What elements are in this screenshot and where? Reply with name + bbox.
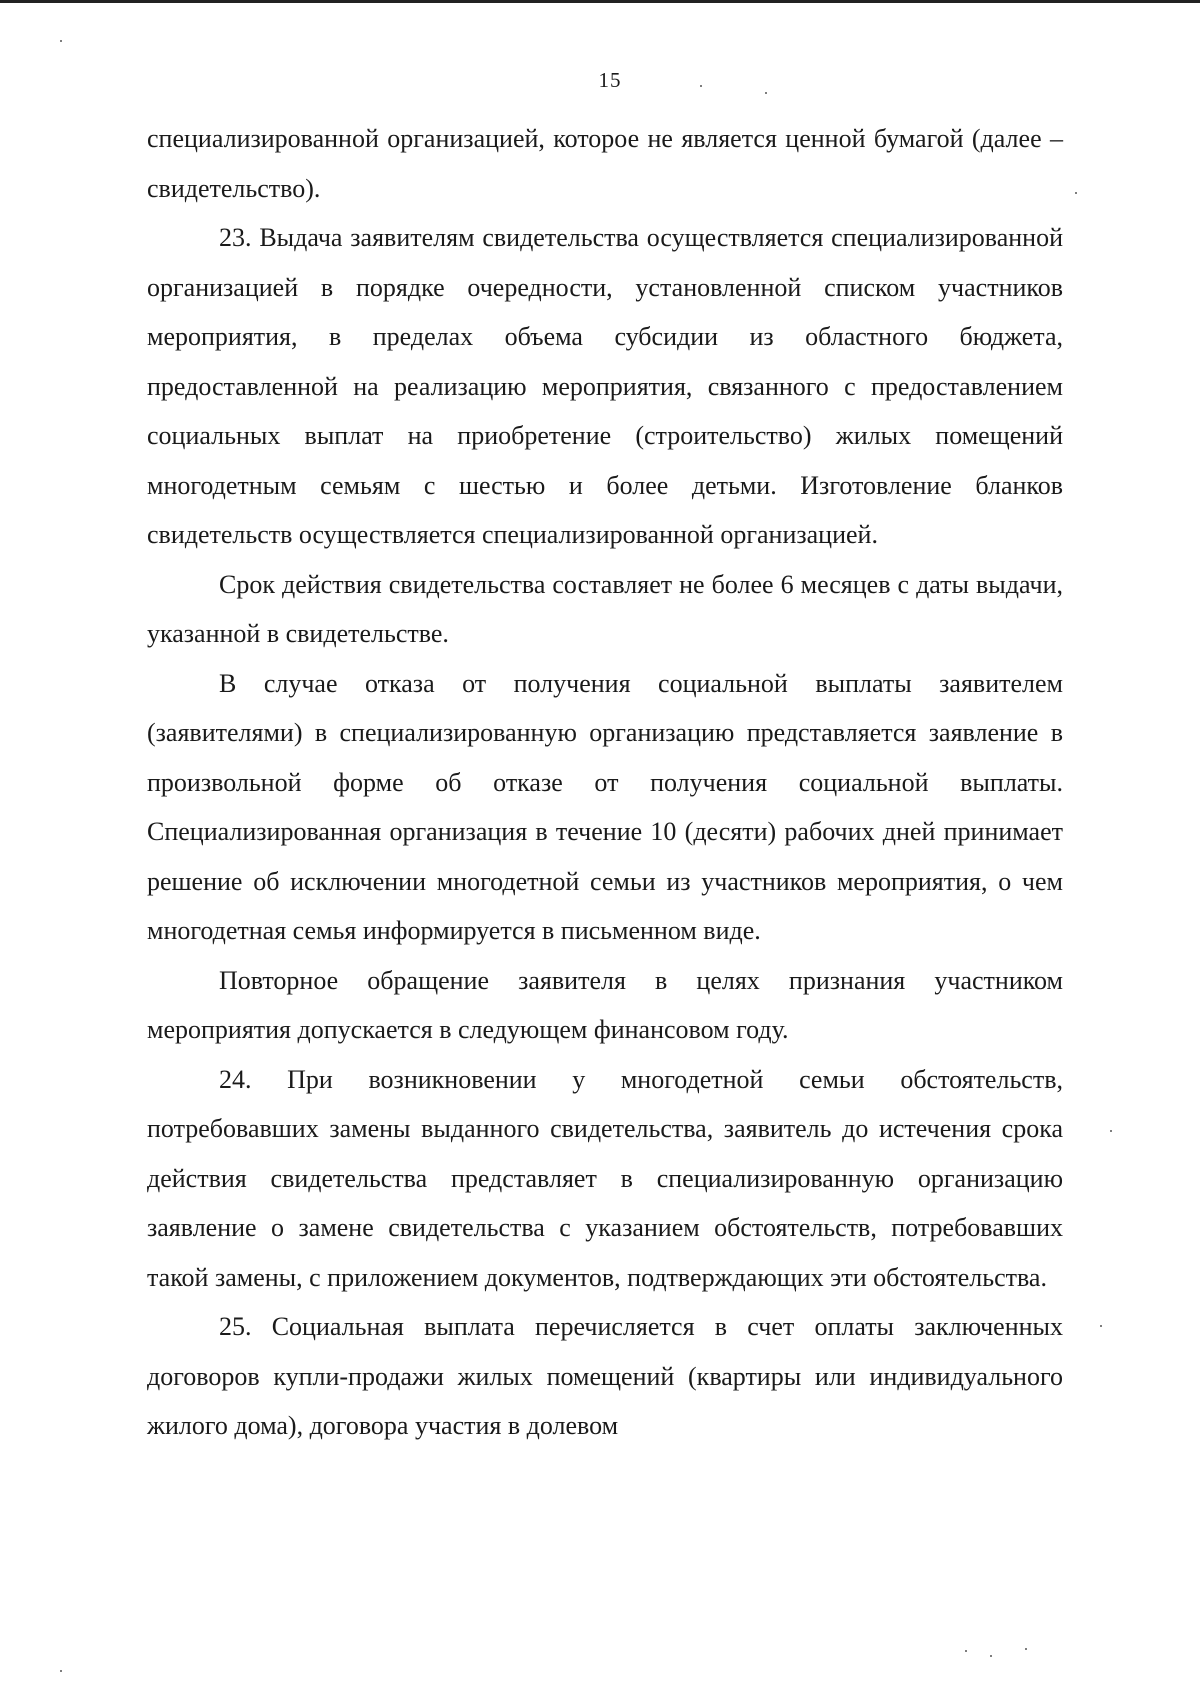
scan-speck [990,1655,992,1657]
scan-speck [700,85,702,87]
paragraph-refusal: В случае отказа от получения социальной выплаты заявителем (заявителями) в специализированную организацию представляется заявление в произвольной форме об отказе от получения социальной выплаты. Специализированная организация в течение 10 (десяти) рабочих дней принимает решение об исключении многодетной семьи из участников мероприятия, о чем многодетная семья информируется в письменном виде. [147,668,1063,945]
paragraph-validity-period: Срок действия свидетельства составляет не более 6 месяцев с даты выдачи, указанной в свидетельстве. [147,569,1063,648]
scan-speck [1075,192,1077,194]
scan-speck [965,1650,967,1652]
page-number: 15 [598,68,622,92]
scan-speck [1100,1325,1102,1327]
top-border-line [0,0,1200,3]
scan-speck [60,40,62,42]
document-body [147,114,1063,1451]
paragraph-clause-25: 25. Социальная выплата перечисляется в счет оплаты заключенных договоров купли-продажи жилых помещений (квартиры или индивидуального жилого дома), договора участия в долевом [147,1312,1063,1440]
paragraph-reapplication: Повторное обращение заявителя в целях признания участником мероприятия допускается в следующем финансовом году. [147,965,1063,1044]
scan-speck [1025,1648,1027,1650]
paragraph-clause-24: 24. При возникновении у многодетной семьи обстоятельств, потребовавших замены выданного свидетельства, заявитель до истечения срока действия свидетельства представляет в специализированную организацию заявление о замене свидетельства с указанием обстоятельств, потребовавших такой замены, с приложением документов, подтверждающих эти обстоятельства. [147,1064,1063,1292]
paragraph-continuation: специализированной организацией, которое не является ценной бумагой (далее – свидетельство). [147,124,1063,203]
scan-speck [765,92,767,94]
scan-speck [1110,1130,1112,1132]
scan-speck [60,1670,62,1672]
paragraph-clause-23: 23. Выдача заявителям свидетельства осуществляется специализированной организацией в порядке очередности, установленной списком участников мероприятия, в пределах объема субсидии из областного бюджета, предоставленной на реализацию мероприятия, связанного с предоставлением социальных выплат на приобретение (строительство) жилых помещений многодетным семьям с шестью и более детьми. Изготовление бланков свидетельств осуществляется специализированной организацией. [147,223,1063,549]
